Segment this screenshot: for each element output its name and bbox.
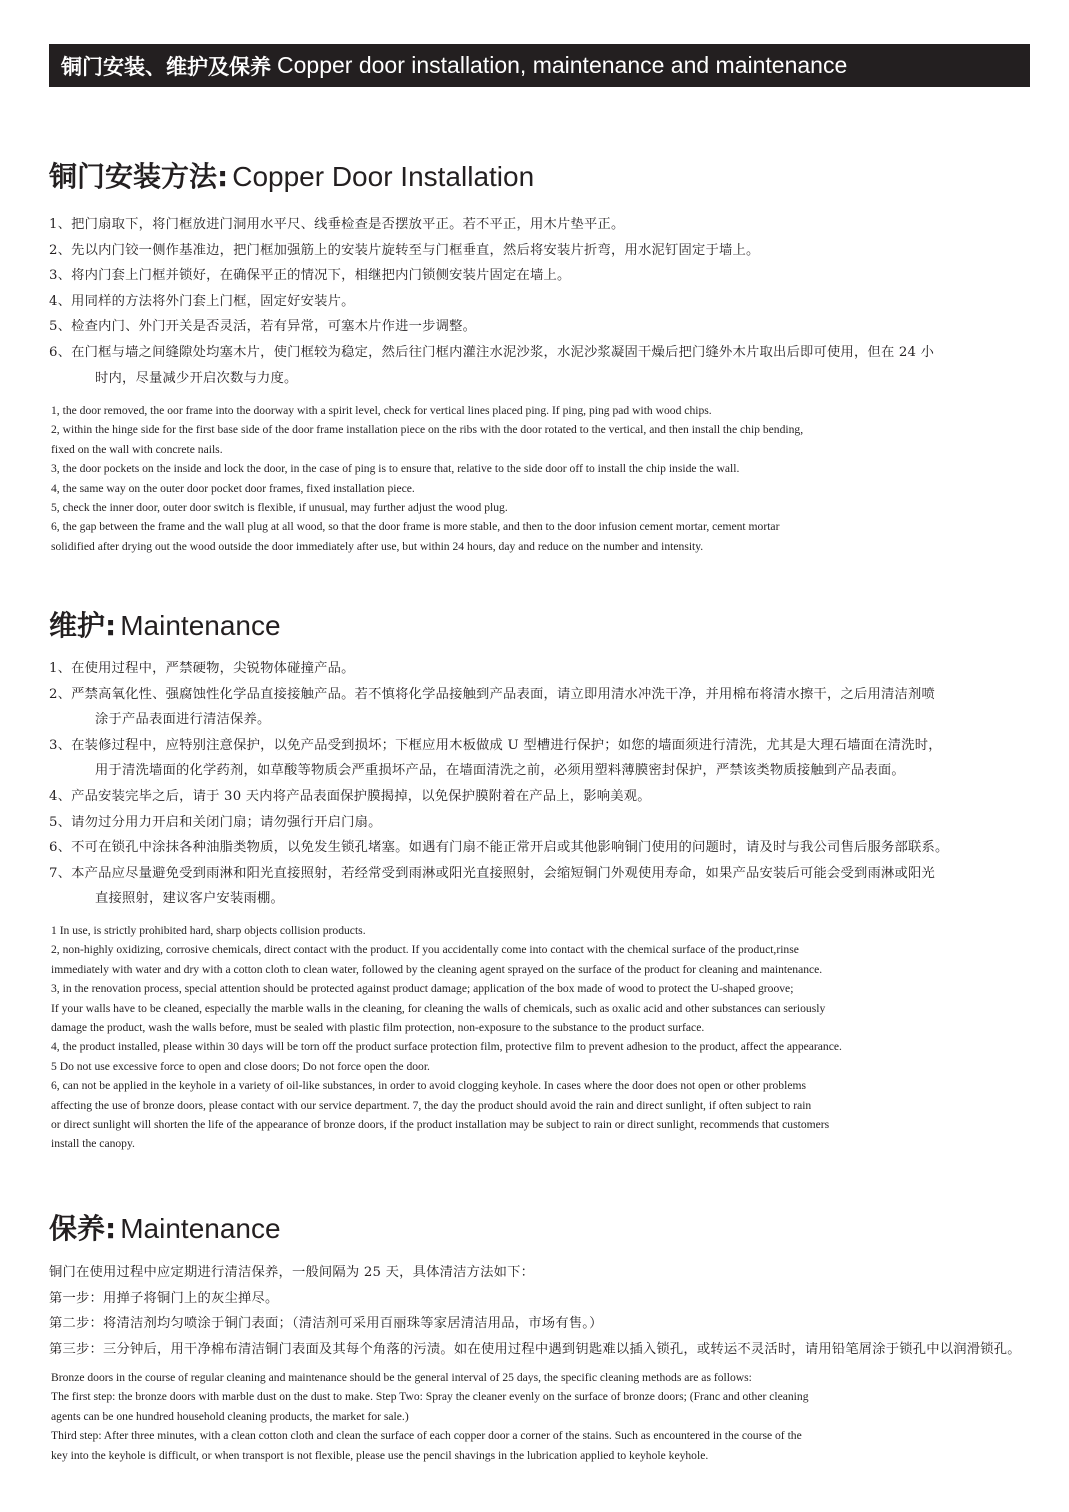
care-heading-zh: 保养	[49, 1212, 106, 1245]
list-item: 6、在门框与墙之间缝隙处均塞木片，使门框较为稳定，然后往门框内灌注水泥沙浆，水泥沙浆凝固干燥后把门缝外木片取出后即可使用，但在 24 小	[49, 344, 935, 360]
paragraph-line: 3, the door pockets on the inside and lock the door, in the case of ping is to ensure that, relative to the side door off to install the chip inside the wall.	[51, 462, 740, 476]
paragraph-line: fixed on the wall with concrete nails.	[51, 442, 223, 456]
list-item: 1、把门扇取下，将门框放进门洞用水平尺、线垂检查是否摆放平正。若不平正，用木片垫平正。	[49, 217, 625, 232]
care-heading	[49, 1207, 281, 1247]
paragraph-line: Third step: After three minutes, with a clean cotton cloth and clean the surface of each copper door a corner of the stains. Such as encountered in the course of the	[51, 1429, 802, 1443]
maintenance-zh-list	[49, 656, 1049, 912]
paragraph-line: damage the product, wash the walls before, must be sealed with plastic film protection, non-exposure to the substance to the product surface.	[51, 1021, 705, 1035]
paragraph-line: If your walls have to be cleaned, especially the marble walls in the cleaning, for cleaning the walls of chemicals, such as oxalic acid and other substances can seriously	[51, 1001, 826, 1015]
paragraph-line: solidified after drying out the wood outside the door immediately after use, but within 24 hours, day and reduce on the number and intensity.	[51, 539, 704, 553]
maintenance-heading-zh: 维护	[49, 609, 106, 642]
paragraph-line: 5 Do not use excessive force to open and close doors; Do not force open the door.	[51, 1059, 430, 1073]
list-item: 5、请勿过分用力开启和关闭门扇；请勿强行开启门扇。	[49, 814, 382, 830]
paragraph-line: 1, the door removed, the oor frame into the doorway with a spirit level, check for vertical lines placed ping. If ping, ping pad with wood chips.	[51, 404, 712, 417]
installation-heading-zh: 铜门安装方法	[49, 160, 218, 193]
list-item: 5、检查内门、外门开关是否灵活，若有异常，可塞木片作进一步调整。	[49, 319, 477, 335]
paragraph-line: 3, in the renovation process, special attention should be protected against product damage; application of the box made of wood to protect the U-shaped groove;	[51, 982, 794, 996]
paragraph-line: 6, the gap between the frame and the wall plug at all wood, so that the door frame is more stable, and then to the door infusion cement mortar, cement mortar	[51, 520, 780, 534]
list-item: 4、用同样的方法将外门套上门框，固定好安装片。	[49, 293, 355, 309]
maintenance-heading-en: Maintenance	[120, 610, 281, 641]
care-en-block	[51, 1368, 951, 1465]
list-item: 1、在使用过程中，严禁硬物，尖锐物体碰撞产品。	[49, 661, 355, 676]
paragraph-line: agents can be one hundred household cleaning products, the market for sale.)	[51, 1409, 409, 1423]
heading-colon: :	[217, 160, 229, 193]
list-item: 2、先以内门铰一侧作基准边，把门框加强筋上的安装片旋转至与门框垂直，然后将安装片折弯，用水泥钉固定于墙上。	[49, 242, 760, 258]
heading-colon: :	[105, 609, 117, 642]
paragraph-line: install the canopy.	[51, 1137, 135, 1151]
paragraph-line: 1 In use, is strictly prohibited hard, sharp objects collision products.	[51, 924, 366, 937]
paragraph-line: 6, can not be applied in the keyhole in a variety of oil-like substances, in order to avoid clogging keyhole. In cases where the door does not open or other problems	[51, 1079, 806, 1093]
header-banner	[49, 44, 1030, 87]
list-item: 3、在装修过程中，应特别注意保护，以免产品受到损坏；下框应用木板做成 U 型槽进行保护；如您的墙面须进行清洗，尤其是大理石墙面在清洗时，	[49, 737, 942, 753]
paragraph-line: Bronze doors in the course of regular cleaning and maintenance should be the general interval of 25 days, the specific cleaning methods are as follows:	[51, 1371, 752, 1384]
paragraph-line: 4, the same way on the outer door pocket door frames, fixed installation piece.	[51, 481, 415, 495]
list-item: 第二步：将清洁剂均匀喷涂于铜门表面；（清洁剂可采用百丽珠等家居清洁用品，市场有售。）	[49, 1316, 603, 1332]
paragraph-line: 5, check the inner door, outer door switch is flexible, if unusual, may further adjust the wood plug.	[51, 501, 508, 515]
paragraph-line: 4, the product installed, please within 30 days will be torn off the product surface protection film, protective film to prevent adhesion to the product, affect the appearance.	[51, 1040, 842, 1054]
paragraph-line: 2, within the hinge side for the first base side of the door frame installation piece on the ribs with the door rotated to the vertical, and then install the chip bending,	[51, 423, 804, 437]
list-item-continuation: 用于清洗墙面的化学药剂，如草酸等物质会严重损坏产品，在墙面清洗之前，必须用塑料薄膜密封保护，严禁该类物质接触到产品表面。	[95, 763, 905, 779]
list-item: 6、不可在锁孔中涂抹各种油脂类物质，以免发生锁孔堵塞。如遇有门扇不能正常开启或其他影响铜门使用的问题时，请及时与我公司售后服务部联系。	[49, 840, 949, 856]
list-item: 铜门在使用过程中应定期进行清洁保养，一般间隔为 25 天，具体清洁方法如下：	[49, 1265, 535, 1280]
list-item-continuation: 涂于产品表面进行清洁保养。	[95, 712, 271, 728]
paragraph-line: affecting the use of bronze doors, please contact with our service department. 7, the day the product should avoid the rain and direct sunlight, if often subject to rain	[51, 1098, 812, 1112]
installation-zh-list	[49, 212, 1049, 391]
care-zh-list	[49, 1260, 1049, 1362]
paragraph-line: or direct sunlight will shorten the life of the appearance of bronze doors, if the product installation may be subject to rain or direct sunlight, recommends that customers	[51, 1118, 830, 1132]
banner-title-en: Copper door installation, maintenance and maintenance	[277, 52, 848, 78]
list-item: 第一步：用掸子将铜门上的灰尘掸尽。	[49, 1290, 279, 1306]
list-item: 4、产品安装完毕之后，请于 30 天内将产品表面保护膜揭掉，以免保护膜附着在产品上，影响美观。	[49, 788, 651, 804]
installation-heading-en: Copper Door Installation	[232, 161, 535, 192]
list-item-continuation: 时内，尽量减少开启次数与力度。	[95, 370, 298, 386]
maintenance-heading	[49, 604, 281, 644]
installation-heading	[49, 155, 534, 195]
list-item: 2、严禁高氧化性、强腐蚀性化学品直接接触产品。若不慎将化学品接触到产品表面，请立即用清水冲洗干净，并用棉布将清水擦干，之后用清洁剂喷	[49, 686, 935, 702]
banner-title-zh: 铜门安装、维护及保养	[61, 54, 271, 79]
list-item: 3、将内门套上门框并锁好，在确保平正的情况下，相继把内门锁侧安装片固定在墙上。	[49, 268, 571, 284]
list-item: 第三步：三分钟后，用干净棉布清洁铜门表面及其每个角落的污渍。如在使用过程中遇到钥匙难以插入锁孔，或转运不灵活时，请用铅笔屑涂于锁孔中以润滑锁孔。	[49, 1341, 1021, 1357]
list-item: 7、本产品应尽量避免受到雨淋和阳光直接照射，若经常受到雨淋或阳光直接照射，会缩短铜门外观使用寿命，如果产品安装后可能会受到雨淋或阳光	[49, 865, 935, 881]
maintenance-en-block	[51, 921, 951, 1154]
paragraph-line: The first step: the bronze doors with marble dust on the dust to make. Step Two: Spray the cleaner evenly on the surface of bronze doors; (Franc and other cleaning	[51, 1390, 809, 1404]
care-heading-en: Maintenance	[120, 1213, 281, 1244]
paragraph-line: key into the keyhole is difficult, or when transport is not flexible, please use the pencil shavings in the lubrication applied to keyhole keyhole.	[51, 1448, 709, 1462]
installation-en-block	[51, 401, 951, 556]
list-item-continuation: 直接照射，建议客户安装雨棚。	[95, 891, 284, 907]
paragraph-line: immediately with water and dry with a cotton cloth to clean water, followed by the cleaning agent sprayed on the surface of the product for cleaning and maintenance.	[51, 962, 823, 976]
paragraph-line: 2, non-highly oxidizing, corrosive chemicals, direct contact with the product. If you accidentally come into contact with the chemical surface of the product,rinse	[51, 943, 799, 957]
heading-colon: :	[105, 1212, 117, 1245]
